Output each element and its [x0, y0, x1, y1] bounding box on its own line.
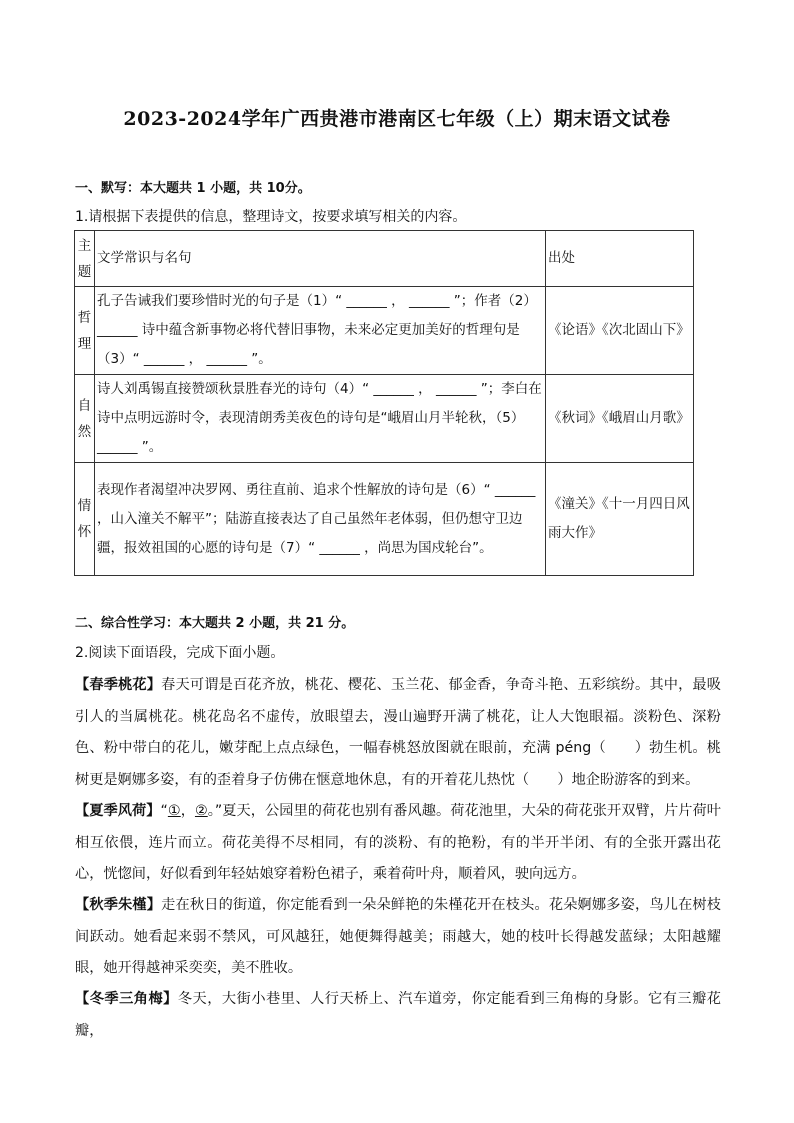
- quote-close: 。”: [207, 803, 223, 819]
- table-row: [75, 463, 694, 576]
- paragraph-autumn: [75, 890, 721, 985]
- paragraph-tag: 【冬季三角梅】: [75, 991, 178, 1007]
- paragraph-text: 夏天，公园里的荷花也别有番风趣。荷花池里，大朵的荷花张开双臂，片片荷叶相互依偎，连片而立。荷花美得不尽相同，有的淡粉、有的艳粉，有的半开半闭、有的全张开露出花心，恍惚间，好似看到年轻姑娘穿着粉色裙子，乘着荷叶舟，顺着风，驶向远方。: [75, 803, 721, 882]
- table-header-row: [75, 231, 694, 287]
- table-row: [75, 375, 694, 463]
- row-content: 孔子告诫我们要珍惜时光的句子是（1）“ ______ ， ______ ”；作者（2） ______ 诗中蕴含新事物必将代替旧事物，未来必定更加美好的哲理句是（3）“ ______ ， ______ ”。: [95, 287, 546, 375]
- table-row: [75, 287, 694, 375]
- row-content: 表现作者渴望冲决罗网、勇往直前、追求个性解放的诗句是（6）“ ______ ，山入潼关不解平”；陆游直接表达了自己虽然年老体弱，但仍想守卫边疆，报效祖国的心愿的诗句是（7）“ ______ ，尚思为国戍轮台”。: [95, 463, 546, 576]
- poetry-table: [74, 230, 694, 576]
- blank-2: ②: [194, 803, 208, 819]
- row-theme: 自然: [75, 375, 95, 463]
- section-2-heading: 二、综合性学习：本大题共 2 小题，共 21 分。: [75, 616, 355, 631]
- page-title: 2023-2024学年广西贵港市港南区七年级（上）期末语文试卷: [123, 108, 671, 130]
- paragraph-text: 春天可谓是百花齐放，桃花、樱花、玉兰花、郁金香，争奇斗艳、五彩缤纷。其中，最吸引人的当属桃花。桃花岛名不虚传，放眼望去，漫山遍野开满了桃花，让人大饱眼福。淡粉色、深粉色、粉中带白的花儿，嫩芽配上点点绿色，一幅春桃怒放图就在眼前，充满 péng（ ）勃生机。桃树更是婀娜多姿，有的歪着身子仿佛在惬意地休息，有的开着花儿热忱（ ）地企盼游客的到来。: [75, 677, 721, 788]
- paragraph-text: 走在秋日的街道，你定能看到一朵朵鲜艳的朱槿花开在枝头。花朵婀娜多姿，鸟儿在树枝间跃动。她看起来弱不禁风，可风越狂，她便舞得越美；雨越大，她的枝叶长得越发蓝绿；太阳越耀眼，她开得越神采奕奕，美不胜收。: [75, 897, 721, 976]
- quote-open: “: [160, 803, 168, 819]
- row-source: 《秋词》《峨眉山月歌》: [546, 375, 694, 463]
- paragraph-spring: [75, 670, 721, 796]
- blank-1: ①: [167, 803, 181, 819]
- row-source: 《潼关》《十一月四日风雨大作》: [546, 463, 694, 576]
- section-1-heading: 一、默写：本大题共 1 小题，共 10分。: [75, 181, 311, 196]
- row-source: 《论语》《次北固山下》: [546, 287, 694, 375]
- header-content: 文学常识与名句: [95, 231, 546, 287]
- row-content: 诗人刘禹锡直接赞颂秋景胜春光的诗句（4）“ ______ ， ______ ”；李白在诗中点明远游时令，表现清朗秀美夜色的诗句是“峨眉山月半轮秋，（5） ______ ”。: [95, 375, 546, 463]
- row-theme: 哲理: [75, 287, 95, 375]
- paragraph-text: 冬天，大街小巷里、人行天桥上、汽车道旁，你定能看到三角梅的身影。它有三瓣花瓣，: [75, 991, 721, 1039]
- quote-sep: ，: [180, 803, 195, 819]
- row-theme: 情怀: [75, 463, 95, 576]
- paragraph-tag: 【秋季朱槿】: [75, 897, 162, 913]
- paragraph-tag: 【春季桃花】: [75, 677, 162, 693]
- header-source: 出处: [546, 231, 694, 287]
- paragraph-tag: 【夏季风荷】: [75, 803, 161, 819]
- paragraph-winter: [75, 984, 721, 1047]
- question-1: 1.请根据下表提供的信息，整理诗文，按要求填写相关的内容。: [75, 209, 467, 225]
- paragraph-summer: [75, 796, 721, 891]
- header-theme: 主题: [75, 231, 95, 287]
- question-2: 2.阅读下面语段，完成下面小题。: [75, 645, 285, 661]
